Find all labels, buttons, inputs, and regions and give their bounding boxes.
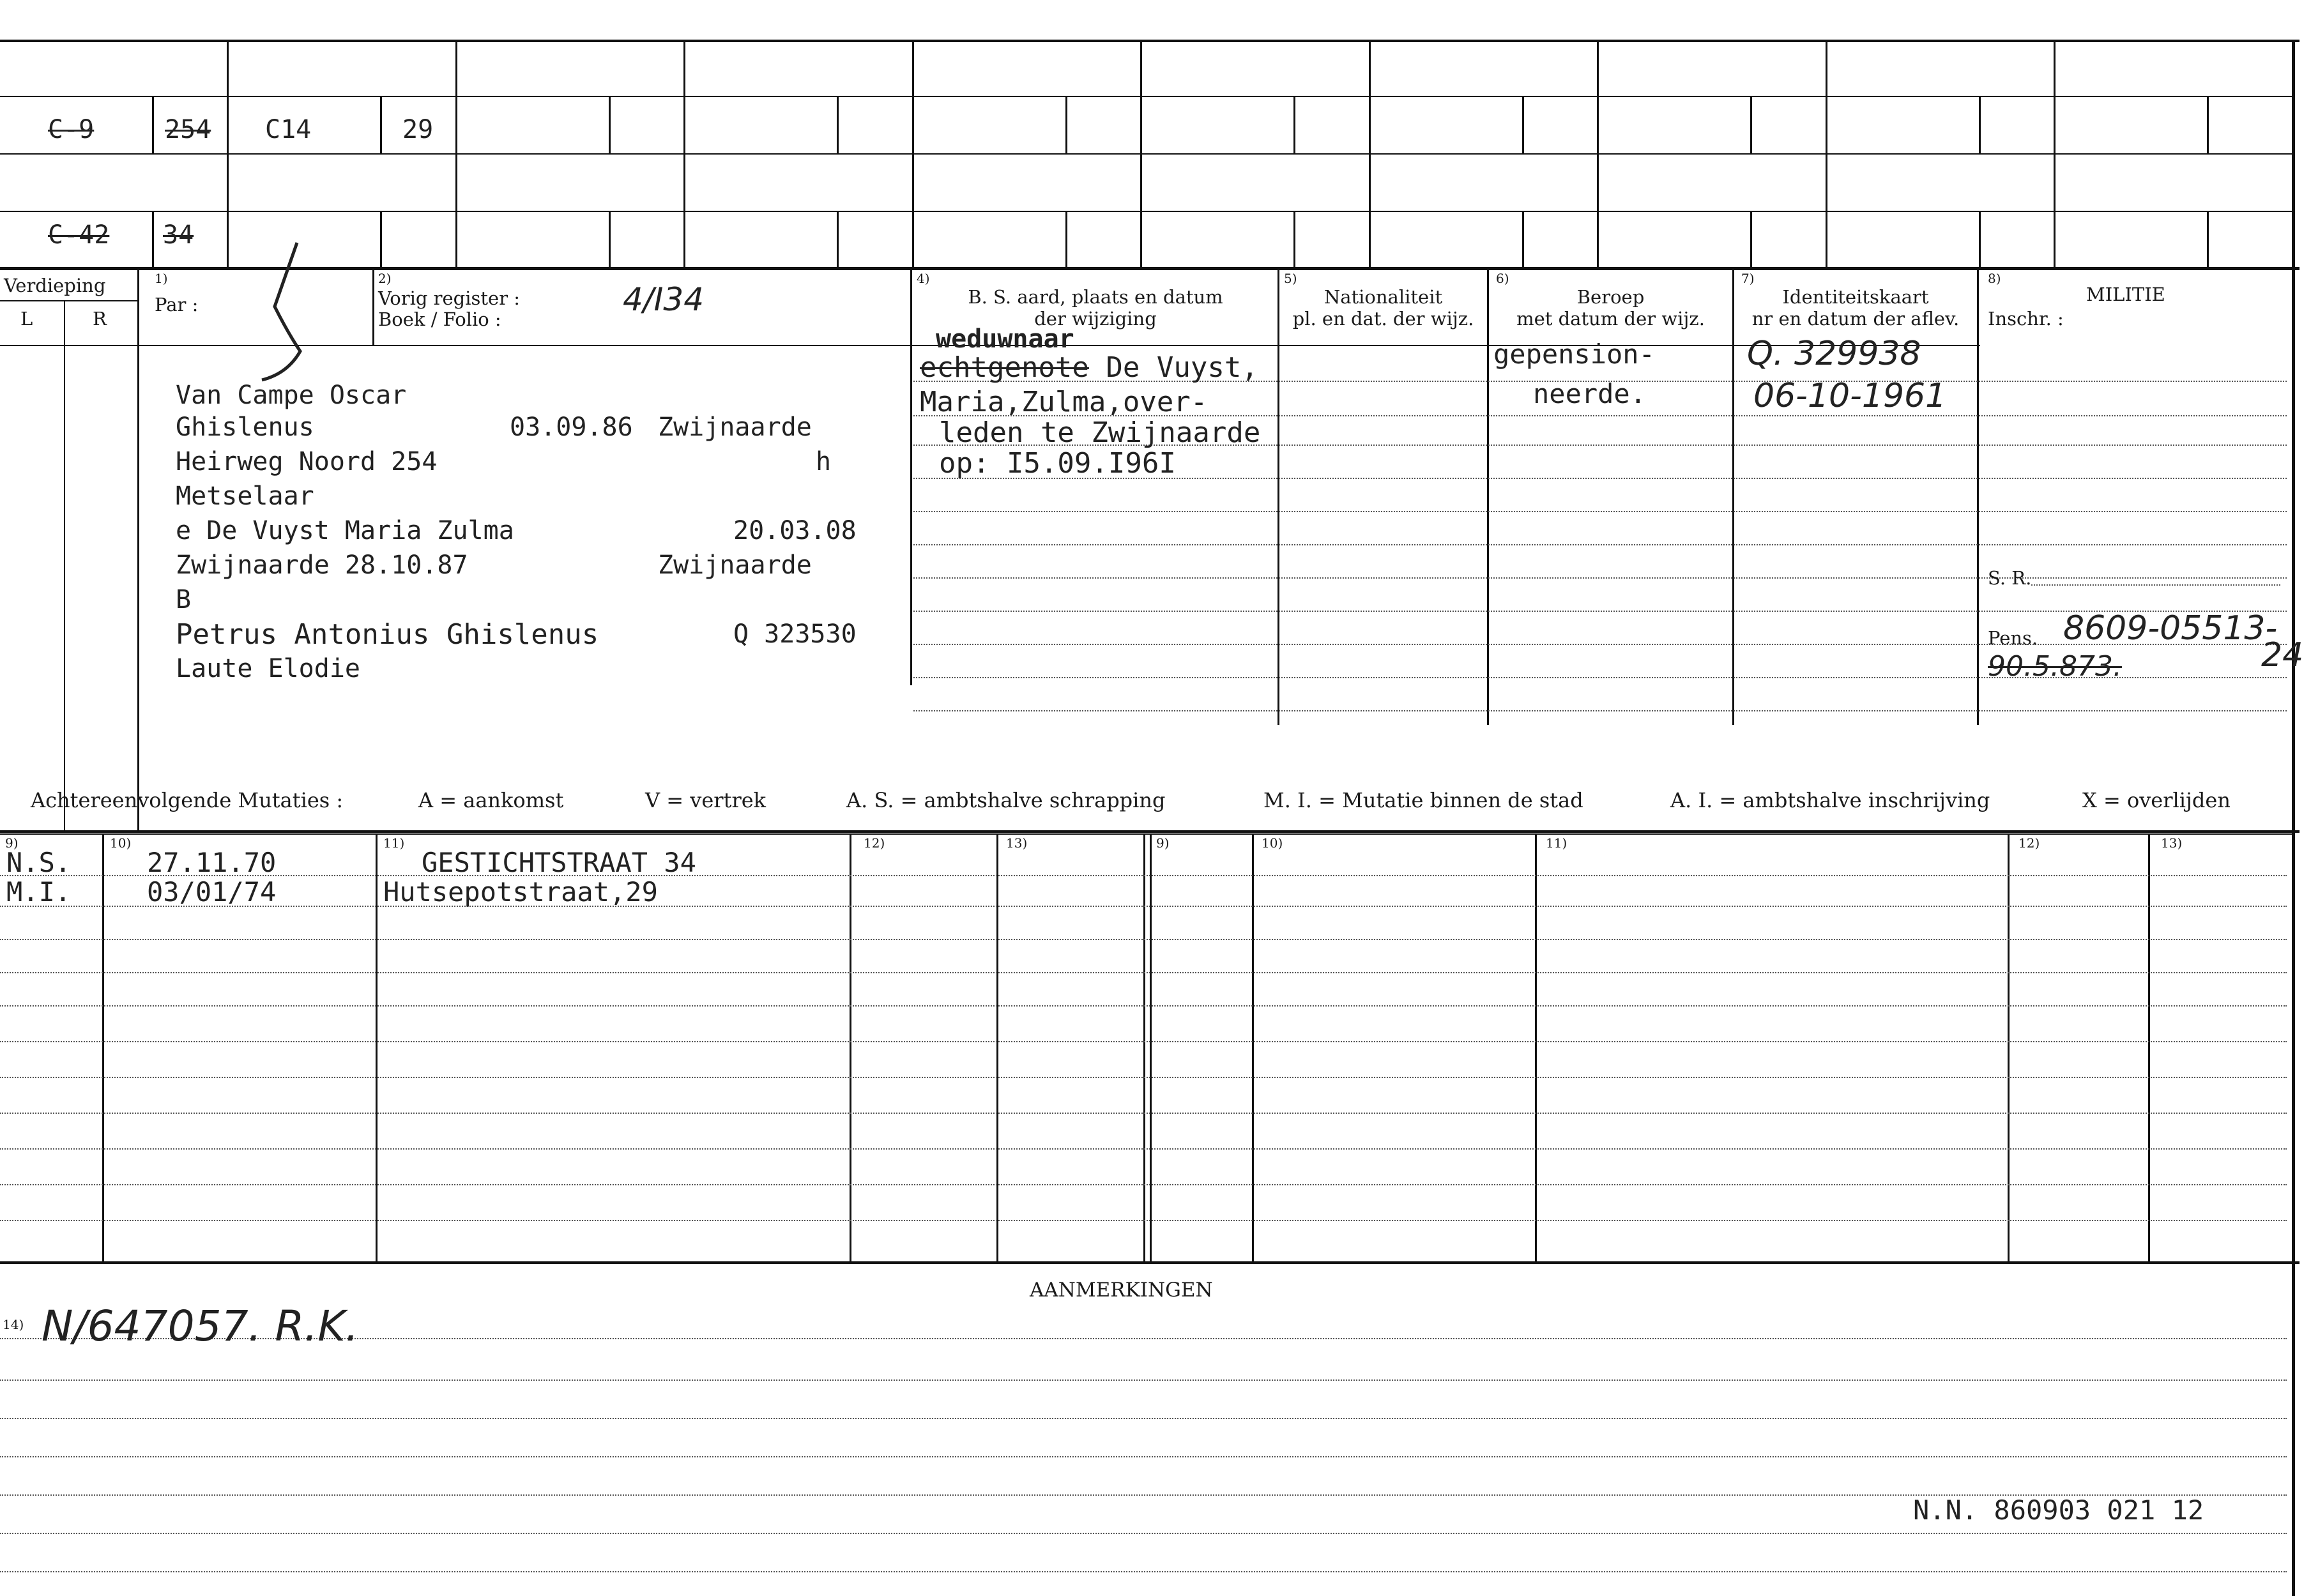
par-label: Par : bbox=[155, 294, 199, 315]
person-status-b: B bbox=[176, 585, 192, 614]
person-spouse-birth-date: 20.03.08 bbox=[733, 516, 857, 545]
person-address-flag: h bbox=[816, 447, 832, 476]
mutation-date-2: 03/01/74 bbox=[147, 876, 277, 908]
person-marriage: Zwijnaarde 28.10.87 bbox=[176, 551, 468, 580]
mut-col-12a: 12) bbox=[864, 835, 885, 851]
mutation-address-2: Hutsepotstraat,29 bbox=[383, 876, 658, 908]
nationaliteit-header: Nationaliteit pl. en dat. der wijz. bbox=[1292, 286, 1474, 330]
identity-card-date: 06-10-1961 bbox=[1753, 377, 1947, 415]
code-254: 254 bbox=[165, 115, 211, 144]
person-mother: Laute Elodie bbox=[176, 654, 360, 683]
mut-col-10b: 10) bbox=[1262, 835, 1283, 851]
code-c9: C-9 bbox=[48, 115, 95, 144]
person-marriage-place: Zwijnaarde bbox=[658, 551, 812, 580]
mut-col-9a: 9) bbox=[5, 835, 19, 851]
code-34: 34 bbox=[163, 220, 194, 250]
footnote-4: 4) bbox=[917, 271, 930, 286]
pens-suffix: 24 bbox=[2261, 636, 2304, 674]
legend-x: X = overlijden bbox=[2082, 788, 2231, 812]
person-birth-place: Zwijnaarde bbox=[658, 413, 812, 442]
person-birth-date: 03.09.86 bbox=[510, 413, 633, 442]
verdieping-label: Verdieping bbox=[4, 275, 106, 296]
beroep-line2: neerde. bbox=[1533, 378, 1647, 409]
r-label: R bbox=[93, 308, 107, 330]
footnote-2: 2) bbox=[378, 271, 392, 286]
civil-status-overwrite: weduwnaar bbox=[936, 324, 1074, 354]
mutation-date-1: 27.11.70 bbox=[147, 847, 277, 878]
footnote-6: 6) bbox=[1496, 271, 1509, 286]
handwritten-mark bbox=[249, 236, 326, 383]
footnote-14: 14) bbox=[3, 1317, 24, 1332]
mut-col-11a: 11) bbox=[383, 835, 405, 851]
person-spouse: e De Vuyst Maria Zulma bbox=[176, 516, 514, 545]
mut-col-11b: 11) bbox=[1546, 835, 1567, 851]
militie-header: MILITIE bbox=[2086, 284, 2165, 305]
legend-v: V = vertrek bbox=[645, 788, 767, 812]
mutation-type-1: N.S. bbox=[6, 847, 72, 878]
footnote-8: 8) bbox=[1988, 271, 2001, 286]
code-c42: C-42 bbox=[48, 220, 110, 250]
code-c14: C14 bbox=[265, 115, 312, 144]
pens-struck: 90.5.873. bbox=[1988, 650, 2122, 683]
legend-ai: A. I. = ambtshalve inschrijving bbox=[1670, 788, 1990, 812]
mut-col-13a: 13) bbox=[1006, 835, 1028, 851]
footnote-1: 1) bbox=[155, 271, 168, 286]
boek-folio-label: Boek / Folio : bbox=[378, 308, 501, 330]
remarks-title: AANMERKINGEN bbox=[1030, 1279, 1213, 1302]
identity-card-number: Q. 329938 bbox=[1747, 335, 1921, 373]
mut-col-10a: 10) bbox=[110, 835, 132, 851]
vorig-register-label: Vorig register : bbox=[378, 287, 521, 309]
civil-status-line4: op: I5.09.I96I bbox=[939, 447, 1176, 480]
mut-col-9b: 9) bbox=[1156, 835, 1170, 851]
sr-label: S. R. bbox=[1988, 567, 2032, 589]
footnote-5: 5) bbox=[1284, 271, 1297, 286]
l-label: L bbox=[20, 308, 33, 330]
national-number: N.N. 860903 021 12 bbox=[1913, 1494, 2204, 1526]
person-occupation: Metselaar bbox=[176, 482, 314, 511]
civil-status-line1: echtgenote De Vuyst, bbox=[920, 351, 1258, 384]
civil-status-line3: leden te Zwijnaarde bbox=[939, 416, 1261, 449]
inschr-label: Inschr. : bbox=[1988, 308, 2064, 330]
pens-value: 8609-05513- bbox=[2063, 609, 2278, 648]
person-father-code: Q 323530 bbox=[733, 619, 857, 649]
legend-as: A. S. = ambtshalve schrapping bbox=[846, 788, 1166, 812]
pens-label: Pens. bbox=[1988, 627, 2038, 649]
person-name: Van Campe Oscar bbox=[176, 381, 407, 410]
civil-status-line2: Maria,Zulma,over- bbox=[920, 386, 1208, 418]
mutations-title: Achtereenvolgende Mutaties : bbox=[31, 788, 344, 812]
beroep-header: Beroep met datum der wijz. bbox=[1516, 286, 1705, 330]
footnote-7: 7) bbox=[1741, 271, 1755, 286]
legend-mi: M. I. = Mutatie binnen de stad bbox=[1263, 788, 1583, 812]
boek-folio-value: 4/I34 bbox=[623, 281, 705, 318]
mut-col-12b: 12) bbox=[2018, 835, 2040, 851]
beroep-line1: gepension- bbox=[1493, 338, 1655, 370]
person-second-name: Ghislenus bbox=[176, 413, 314, 442]
mutation-address-1: GESTICHTSTRAAT 34 bbox=[422, 847, 696, 878]
mut-col-13b: 13) bbox=[2161, 835, 2183, 851]
code-29: 29 bbox=[402, 115, 434, 144]
bs-header: B. S. aard, plaats en datum der wijziging bbox=[968, 286, 1223, 330]
person-father: Petrus Antonius Ghislenus bbox=[176, 618, 599, 651]
person-address: Heirweg Noord 254 bbox=[176, 447, 438, 476]
identiteitskaart-header: Identiteitskaart nr en datum der aflev. bbox=[1751, 286, 1960, 330]
remarks-entry: N/647057. R.K. bbox=[42, 1302, 359, 1351]
legend-a: A = aankomst bbox=[418, 788, 564, 812]
mutation-type-2: M.I. bbox=[6, 876, 72, 908]
